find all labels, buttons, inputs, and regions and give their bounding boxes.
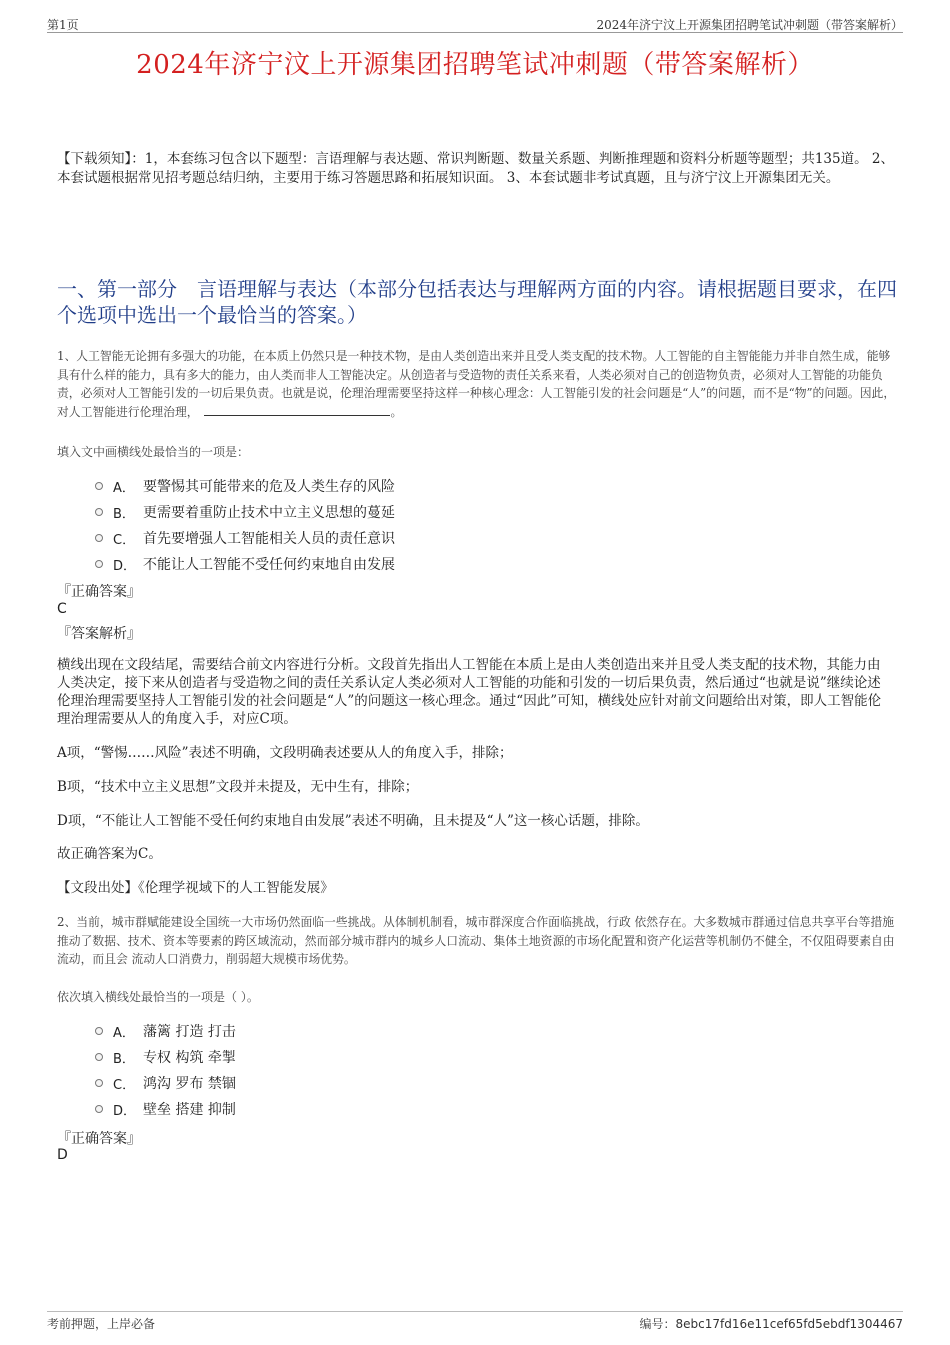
download-notice: 【下载须知】：1，本套练习包含以下题型：言语理解与表达题、常识判断题、数量关系题、判断推理题和资料分析题等题型；共135道。 2、本套试题根据常见招考题总结归纳，主要用于练习答题思路和拓展知识面。 3、本套试题非考试真题，且与济宁汶上开源集团无关。	[57, 151, 894, 186]
analysis-conclusion: 故正确答案为C。	[57, 846, 162, 862]
option-c[interactable]: C． 首先要增强人工智能相关人员的责任意识	[95, 525, 395, 551]
answer-label: 『正确答案』	[57, 584, 141, 600]
document-title: 2024年济宁汶上开源集团招聘笔试冲刺题（带答案解析）	[136, 50, 814, 80]
radio-icon[interactable]	[95, 1079, 103, 1087]
question-2-text: 2、当前，城市群赋能建设全国统一大市场仍然面临一些挑战。从体制机制看，城市群深度合作面临挑战，行政 依然存在。大多数城市群通过信息共享平台等措施推动了数据、技术、资本等要素的跨区域流动，然而部分城市群内的城乡人口流动、集体土地资源的市场化配置和资产化运营等机制仍不健全，不仅阻碍要素自由流动，而且会 流动人口消费力，削弱超大规模市场优势。	[57, 915, 895, 966]
question-1-body: 1、人工智能无论拥有多强大的功能，在本质上仍然只是一种技术物，是由人类创造出来并且受人类支配的技术物。人工智能的自主智能能力并非自然生成，能够具有什么样的能力，具有多大的能力，由人类而非人工智能决定。从创造者与受造物的责任关系来看，人类必须对自己的创造物负责，必须对人工智能的功能负责，必须对人工智能引发的一切后果负责。也就是说，伦理治理需要坚持这样一种核心理念：人工智能引发的社会问题是“人”的问题，而不是“物”的问题。因此，对人工智能进行伦理治理，	[57, 349, 896, 419]
option-d[interactable]: D． 壁垒 搭建 抑制	[95, 1096, 236, 1122]
radio-icon[interactable]	[95, 560, 103, 568]
analysis-option-d: D项，“不能让人工智能不受任何约束地自由发展”表述不明确，且未提及“人”这一核心话题，排除。	[57, 813, 649, 829]
page-number: 第1页	[47, 18, 79, 32]
option-a[interactable]: A． 要警惕其可能带来的危及人类生存的风险	[95, 473, 395, 499]
option-c[interactable]: C． 鸿沟 罗布 禁锢	[95, 1070, 236, 1096]
option-d[interactable]: D． 不能让人工智能不受任何约束地自由发展	[95, 551, 395, 577]
correct-answer: C	[57, 601, 67, 617]
page-footer	[47, 1311, 903, 1332]
question-1-prompt: 填入文中画横线处最恰当的一项是：	[57, 445, 250, 459]
radio-icon[interactable]	[95, 482, 103, 490]
footer-serial: 编号：8ebc17fd16e11cef65fd5ebdf1304467	[639, 1317, 903, 1331]
radio-icon[interactable]	[95, 534, 103, 542]
option-b[interactable]: B． 专权 构筑 牵掣	[95, 1044, 236, 1070]
page-header	[47, 14, 903, 33]
analysis-option-b: B项，“技术中立主义思想”文段并未提及，无中生有，排除；	[57, 779, 419, 795]
radio-icon[interactable]	[95, 508, 103, 516]
correct-answer: D	[57, 1147, 68, 1163]
question-1-text	[57, 347, 897, 421]
analysis-label: 『答案解析』	[57, 626, 141, 642]
answer-blank	[204, 404, 390, 416]
section-heading: 一、第一部分 言语理解与表达（本部分包括表达与理解两方面的内容。请根据题目要求，在四个选项中选出一个最恰当的答案。）	[57, 277, 897, 327]
radio-icon[interactable]	[95, 1027, 103, 1035]
footer-slogan: 考前押题，上岸必备	[47, 1317, 156, 1331]
question-1-end: 。	[390, 404, 403, 419]
header-doc-title: 2024年济宁汶上开源集团招聘笔试冲刺题（带答案解析）	[596, 18, 903, 32]
question-1-options	[95, 473, 395, 577]
analysis-option-a: A项，“警惕……风险”表述不明确，文段明确表述要从人的角度入手，排除；	[57, 745, 513, 761]
answer-label: 『正确答案』	[57, 1131, 141, 1147]
question-2-prompt: 依次填入横线处最恰当的一项是（ ）。	[57, 990, 259, 1004]
radio-icon[interactable]	[95, 1105, 103, 1113]
option-b[interactable]: B． 更需要着重防止技术中立主义思想的蔓延	[95, 499, 395, 525]
radio-icon[interactable]	[95, 1053, 103, 1061]
option-a[interactable]: A． 藩篱 打造 打击	[95, 1018, 236, 1044]
text-source: 【文段出处】《伦理学视域下的人工智能发展》	[57, 880, 334, 896]
question-2-options	[95, 1018, 236, 1122]
analysis-text: 横线出现在文段结尾，需要结合前文内容进行分析。文段首先指出人工智能在本质上是由人类创造出来并且受人类支配的技术物，其能力由人类决定，接下来从创造者与受造物之间的责任关系认定人类必须对人工智能的功能和引发的一切后果负责，然后通过“也就是说”继续论述伦理治理需要坚持人工智能引发的社会问题是“人”的问题这一核心理念。通过“因此”可知，横线处应针对前文问题给出对策，即人工智能伦理治理需要从人的角度入手，对应C项。	[57, 657, 882, 727]
